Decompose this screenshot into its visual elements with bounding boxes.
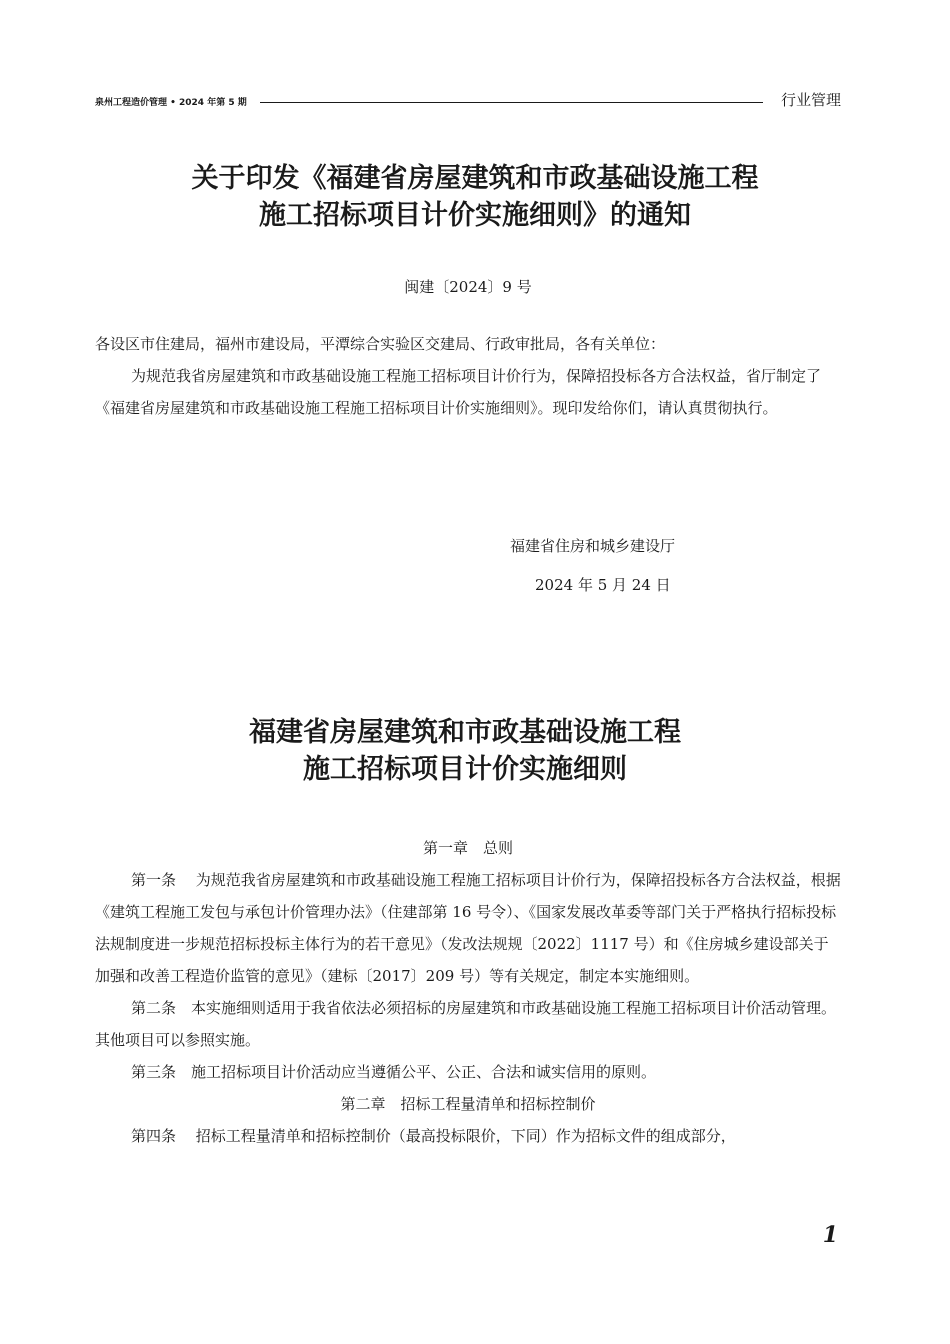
notice-title-line1: 关于印发《福建省房屋建筑和市政基础设施工程 [191,163,759,194]
article: 第一条 为规范我省房屋建筑和市政基础设施工程施工招标项目计价行为，保障招投标各方合法权益，根据《建筑工程施工发包与承包计价管理办法》（住建部第 16 号令）、《国家发展改革委等部门关于严格执行招标投标法规制度进一步规范招标投标主体行为的若干意见》（发改法规规〔2022〕1117 号）和《住房城乡建设部关于加强和改善工程造价监管的意见》（建标〔2017〕209 号）等有关规定，制定本实施细则。 [95,871,841,985]
rules-title-line1: 福建省房屋建筑和市政基础设施工程 [249,717,681,748]
notice-paragraph: 为规范我省房屋建筑和市政基础设施工程施工招标项目计价行为，保障招投标各方合法权益，省厅制定了《福建省房屋建筑和市政基础设施工程施工招标项目计价实施细则》。现印发给你们，请认真贯彻执行。 [95,367,822,417]
salutation: 各设区市住建局，福州市建设局，平潭综合实验区交建局、行政审批局，各有关单位： [95,335,666,353]
chapter-heading: 第二章 招标工程量清单和招标控制价 [340,1095,596,1113]
rules-title [85,714,845,788]
notice-body [95,328,841,424]
doc-number: 闽建〔2024〕9 号 [404,278,532,296]
article: 第四条 招标工程量清单和招标控制价（最高投标限价，下同）作为招标文件的组成部分， [131,1127,736,1145]
rules-title-line2: 施工招标项目计价实施细则 [303,754,627,785]
chapter-heading: 第一章 总则 [422,839,513,857]
rules-body [95,832,841,1152]
notice-title-line2: 施工招标项目计价实施细则》的通知 [259,200,691,231]
issue-date: 2024 年 5 月 24 日 [535,576,671,594]
running-header [95,88,841,112]
notice-title [95,160,855,234]
article: 第二条 本实施细则适用于我省依法必须招标的房屋建筑和市政基础设施工程施工招标项目计价活动管理。其他项目可以参照实施。 [95,999,837,1049]
journal-issue: 泉州工程造价管理 • 2024 年第 5 期 [95,98,247,108]
issuer: 福建省住房和城乡建设厅 [510,537,676,555]
section-label: 行业管理 [780,91,841,109]
page-number: 1 [822,1222,838,1248]
article: 第三条 施工招标项目计价活动应当遵循公平、公正、合法和诚实信用的原则。 [131,1063,657,1081]
header-rule [260,102,763,103]
